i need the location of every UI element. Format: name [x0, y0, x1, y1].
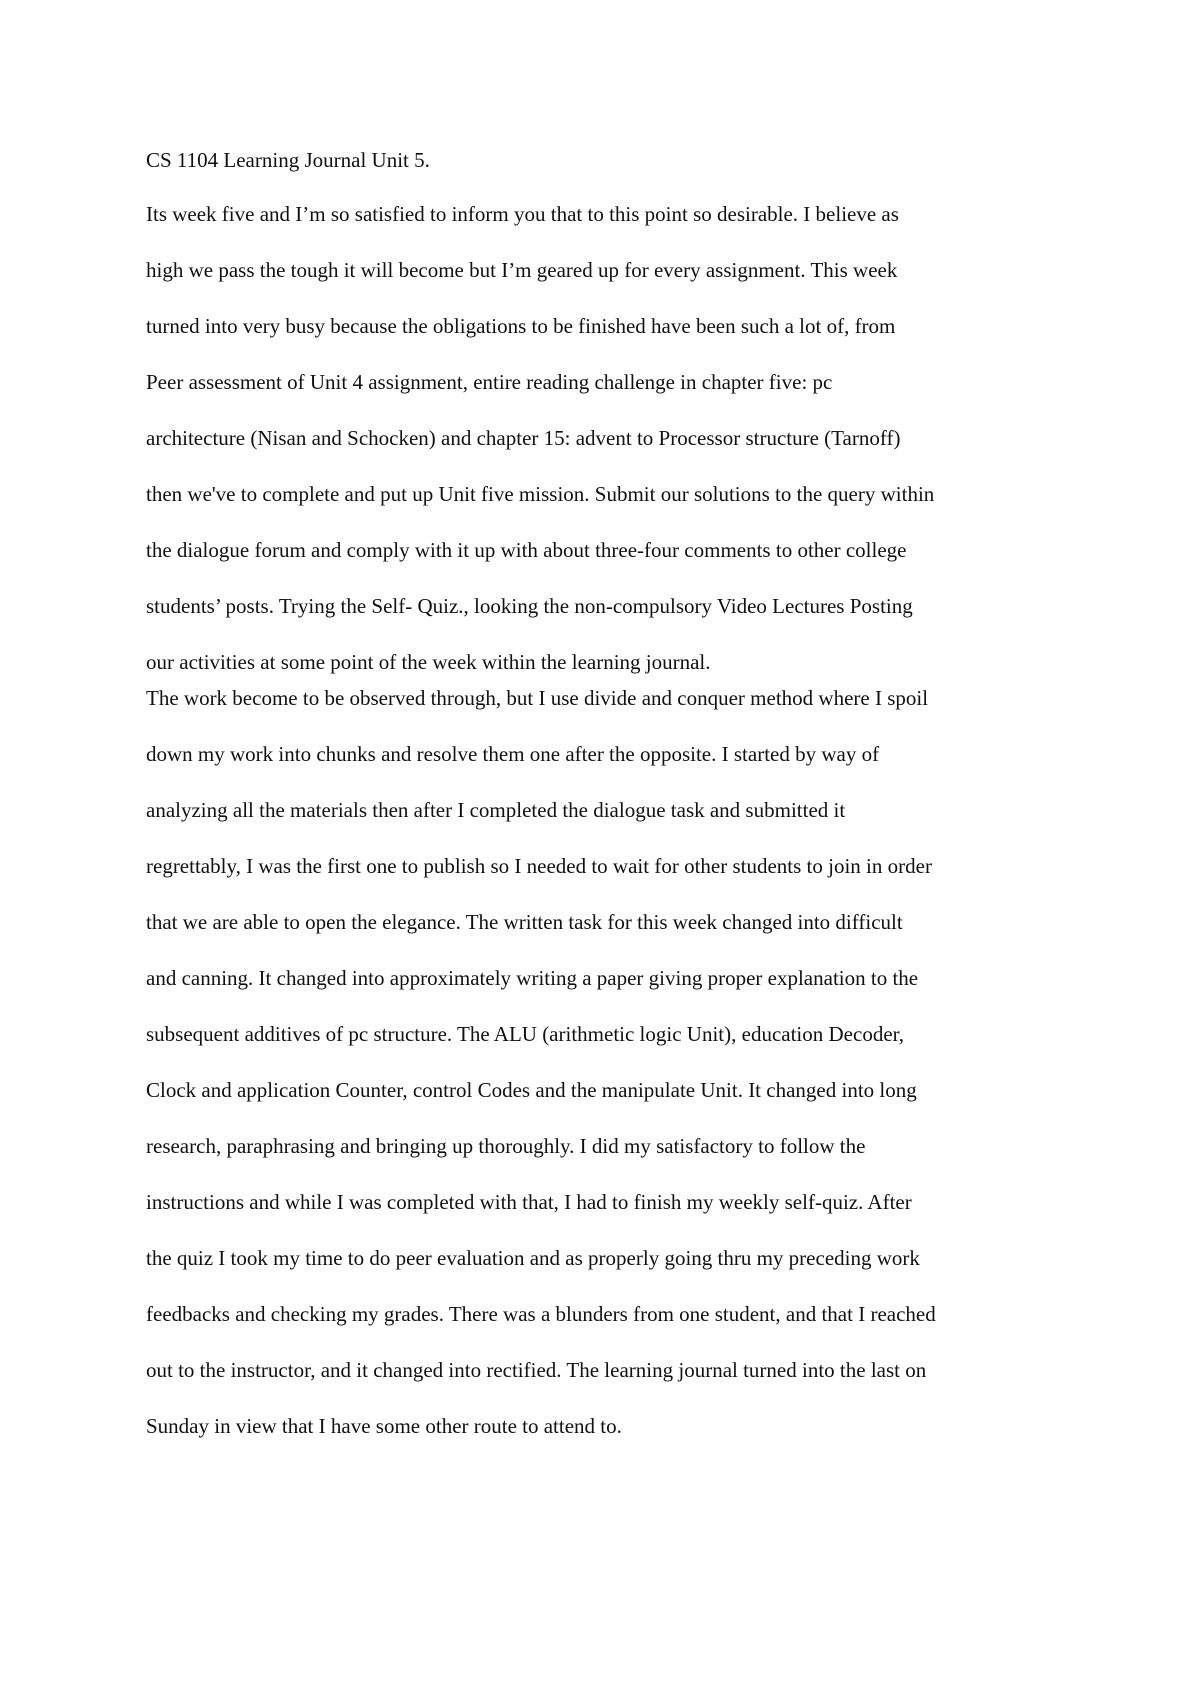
paragraph-1-line: the dialogue forum and comply with it up with about three-four comments to other college — [146, 538, 907, 562]
paragraph-1-line: then we've to complete and put up Unit five mission. Submit our solutions to the query within — [146, 482, 935, 506]
document-title: CS 1104 Learning Journal Unit 5. — [146, 148, 430, 172]
paragraph-2-line: Clock and application Counter, control Codes and the manipulate Unit. It changed into long — [146, 1078, 917, 1102]
paragraph-2-line: regrettably, I was the first one to publish so I needed to wait for other students to join in order — [146, 854, 932, 878]
paragraph-1-line: Its week five and I’m so satisfied to inform you that to this point so desirable. I believe as — [146, 202, 899, 226]
paragraph-1-line: turned into very busy because the obligations to be finished have been such a lot of, from — [146, 314, 896, 338]
paragraph-2-line: research, paraphrasing and bringing up thoroughly. I did my satisfactory to follow the — [146, 1134, 866, 1158]
paragraph-1-line: our activities at some point of the week within the learning journal. — [146, 650, 711, 674]
paragraph-2-line: out to the instructor, and it changed into rectified. The learning journal turned into the last on — [146, 1358, 927, 1382]
paragraph-1-line: students’ posts. Trying the Self- Quiz., looking the non-compulsory Video Lectures Posting — [146, 594, 913, 618]
paragraph-1 — [146, 196, 1086, 674]
paragraph-2-line: the quiz I took my time to do peer evaluation and as properly going thru my preceding work — [146, 1246, 920, 1270]
document-body — [146, 142, 1086, 1464]
paragraph-2-line: instructions and while I was completed with that, I had to finish my weekly self-quiz. After — [146, 1190, 912, 1214]
paragraph-2-line: analyzing all the materials then after I completed the dialogue task and submitted it — [146, 798, 846, 822]
paragraph-2-line: Sunday in view that I have some other route to attend to. — [146, 1414, 622, 1438]
paragraph-2 — [146, 680, 1086, 1464]
paragraph-2-line: and canning. It changed into approximately writing a paper giving proper explanation to the — [146, 966, 919, 990]
paragraph-1-line: architecture (Nisan and Schocken) and chapter 15: advent to Processor structure (Tarnoff) — [146, 426, 901, 450]
paragraph-2-line: The work become to be observed through, but I use divide and conquer method where I spoil — [146, 686, 929, 710]
paragraph-1-line: Peer assessment of Unit 4 assignment, entire reading challenge in chapter five: pc — [146, 370, 833, 394]
paragraph-2-line: subsequent additives of pc structure. The ALU (arithmetic logic Unit), education Decoder, — [146, 1022, 905, 1046]
paragraph-1-line: high we pass the tough it will become but I’m geared up for every assignment. This week — [146, 258, 898, 282]
paragraph-2-line: down my work into chunks and resolve them one after the opposite. I started by way of — [146, 742, 880, 766]
paragraph-2-line: that we are able to open the elegance. The written task for this week changed into difficult — [146, 910, 903, 934]
paragraph-2-line: feedbacks and checking my grades. There was a blunders from one student, and that I reached — [146, 1302, 936, 1326]
